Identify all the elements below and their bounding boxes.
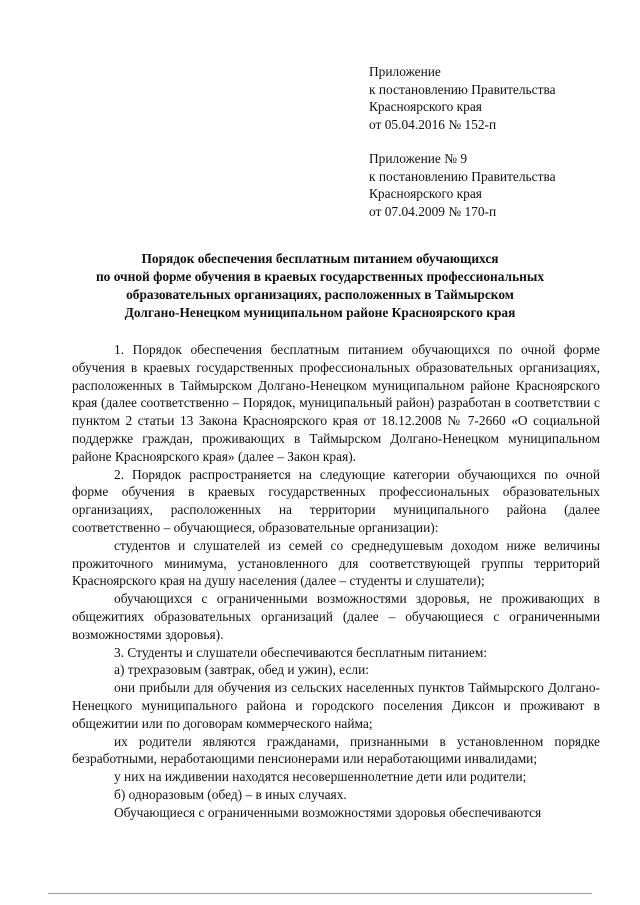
- title-line: Долгано-Ненецком муниципальном районе Красноярского края: [124, 305, 516, 320]
- paragraph-3a: а) трехразовым (завтрак, обед и ужин), если:: [114, 662, 369, 678]
- paragraph-disabilities: обучающихся с ограниченными возможностями здоровья, не проживающих в общежитиях образовательных организаций (далее – обучающиеся с ограниченными возможностями здоровья).: [72, 591, 600, 642]
- scan-edge-line: [48, 893, 592, 894]
- paragraph-1: 1. Порядок обеспечения бесплатным питанием обучающихся по очной форме обучения в краевых государственных профессиональных образовательных организациях, расположенных в Таймырском Долгано-Ненецком муниципальном районе Красноярского края (далее соответственно – Порядок, муниципальный район) разработан в соответствии с пунктом 2 статьи 13 Закона Красноярского края от 18.12.2008 № 7-2660 «О социальной поддержке граждан, проживающих в Таймырском Долгано-Ненецком муниципальном районе Красноярского края» (далее – Закон края).: [72, 342, 600, 464]
- annex-label: Приложение № 9: [369, 151, 468, 166]
- annex-resolution: к постановлению Правительства: [369, 81, 556, 97]
- paragraph-disabilities-provision: Обучающиеся с ограниченными возможностями здоровья обеспечиваются: [114, 804, 542, 820]
- annex-reference-2016: [369, 63, 619, 133]
- paragraph-3b: б) одноразовым (обед) – в иных случаях.: [114, 786, 347, 802]
- annex-reference-2009: [369, 150, 619, 220]
- paragraph-2: 2. Порядок распространяется на следующие категории обучающихся по очной форме обучения в краевых государственных профессиональных образовательных организациях, расположенных на территории муниципального района (далее соответственно – обучающиеся, образовательные организации):: [72, 466, 600, 535]
- paragraph-3a-dependents: у них на иждивении находятся несовершеннолетние дети или родители;: [114, 769, 527, 785]
- annex-date-number: от 07.04.2009 № 170-п: [369, 203, 497, 219]
- paragraph-3: 3. Студенты и слушатели обеспечиваются бесплатным питанием:: [114, 644, 488, 660]
- title-line: по очной форме обучения в краевых государственных профессиональных: [95, 269, 545, 284]
- document-body: [72, 341, 600, 822]
- annex-region: Красноярского края: [369, 186, 482, 201]
- paragraph-3a-parents: их родители являются гражданами, признанными в установленном порядке безработными, неработающими пенсионерами или неработающими инвалидами;: [72, 733, 600, 767]
- title-line: Порядок обеспечения бесплатным питанием обучающихся: [141, 251, 499, 266]
- paragraph-students: студентов и слушателей из семей со среднедушевым доходом ниже величины прожиточного минимума, установленного для соответствующей группы территорий Красноярского края на душу населения (далее – студенты и слушатели);: [72, 537, 600, 589]
- annex-label: Приложение: [369, 64, 441, 79]
- document-title: [40, 250, 600, 322]
- annex-date-number: от 05.04.2016 № 152-п: [369, 116, 497, 132]
- annex-region: Красноярского края: [369, 99, 482, 114]
- title-line: образовательных организациях, расположенных в Таймырском: [126, 287, 514, 302]
- annex-resolution: к постановлению Правительства: [369, 168, 556, 184]
- paragraph-3a-rural: они прибыли для обучения из сельских населенных пунктов Таймырского Долгано-Ненецкого муниципального района и городского поселения Диксон и проживают в общежитии или по договорам коммерческого найма;: [72, 680, 600, 731]
